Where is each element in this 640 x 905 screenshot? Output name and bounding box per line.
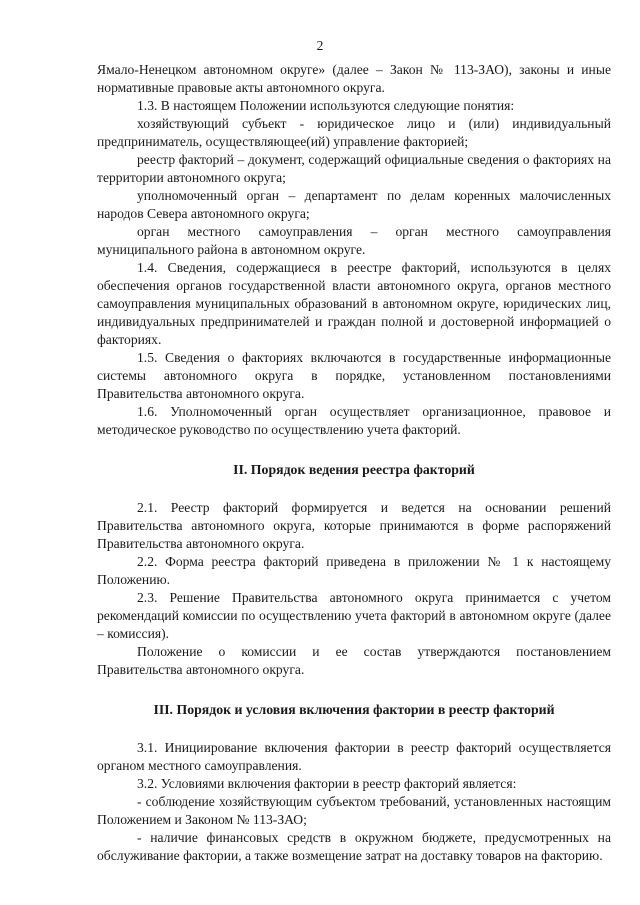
definition-local-government: орган местного самоуправления – орган местного самоуправления муниципального района в автономном округе.	[97, 224, 611, 257]
definition-authorized-body: уполномоченный орган – департамент по делам коренных малочисленных народов Севера автономного округа;	[97, 188, 611, 221]
paragraph-2-1: 2.1. Реестр факторий формируется и ведется на основании решений Правительства автономного округа, которые принимаются в форме распоряжений Правительства автономного округа.	[97, 500, 611, 551]
paragraph-1-3: 1.3. В настоящем Положении используются следующие понятия:	[137, 98, 515, 113]
paragraph-3-2: 3.2. Условиями включения фактории в реестр факторий является:	[137, 776, 517, 791]
section-heading-ii: II. Порядок ведения реестра факторий	[233, 462, 475, 477]
paragraph-1-6: 1.6. Уполномоченный орган осуществляет организационное, правовое и методическое руководство по осуществлению учета факторий.	[97, 404, 611, 437]
paragraph-2-2: 2.2. Форма реестра факторий приведена в приложении № 1 к настоящему Положению.	[97, 554, 611, 587]
definition-registry: реестр факторий – документ, содержащий официальные сведения о факториях на территории автономного округа;	[97, 152, 611, 185]
page-number: 2	[316, 38, 324, 53]
paragraph-law-reference: Ямало-Ненецком автономном округе» (далее – Закон № 113-ЗАО), законы и иные нормативные правовые акты автономного округа.	[97, 62, 611, 95]
condition-funding: - наличие финансовых средств в окружном бюджете, предусмотренных на обслуживание фактории, а также возмещение затрат на доставку товаров на факторию.	[97, 830, 611, 863]
paragraph-1-5: 1.5. Сведения о факториях включаются в государственные информационные системы автономного округа в порядке, установленном постановлениями Правительства автономного округа.	[97, 350, 611, 401]
paragraph-commission: Положение о комиссии и ее состав утверждаются постановлением Правительства автономного округа.	[97, 644, 611, 677]
paragraph-3-1: 3.1. Инициирование включения фактории в реестр факторий осуществляется органом местного самоуправления.	[97, 740, 611, 773]
section-heading-iii: III. Порядок и условия включения фактории в реестр факторий	[153, 702, 555, 717]
definition-business-entity: хозяйствующий субъект - юридическое лицо и (или) индивидуальный предприниматель, осуществляющее(ий) управление факторией;	[97, 116, 611, 149]
document-body	[97, 61, 611, 865]
condition-compliance: - соблюдение хозяйствующим субъектом требований, установленных настоящим Положением и Законом № 113-ЗАО;	[97, 794, 611, 827]
paragraph-1-4: 1.4. Сведения, содержащиеся в реестре факторий, используются в целях обеспечения органов государственной власти автономного округа, органов местного самоуправления муниципальных образований в автономном округе, юридических лиц, индивидуальных предпринимателей и граждан полной и достоверной информацией о факториях.	[97, 260, 611, 347]
paragraph-2-3: 2.3. Решение Правительства автономного округа принимается с учетом рекомендаций комиссии по осуществлению учета факторий в автономном округе (далее – комиссия).	[97, 590, 611, 641]
